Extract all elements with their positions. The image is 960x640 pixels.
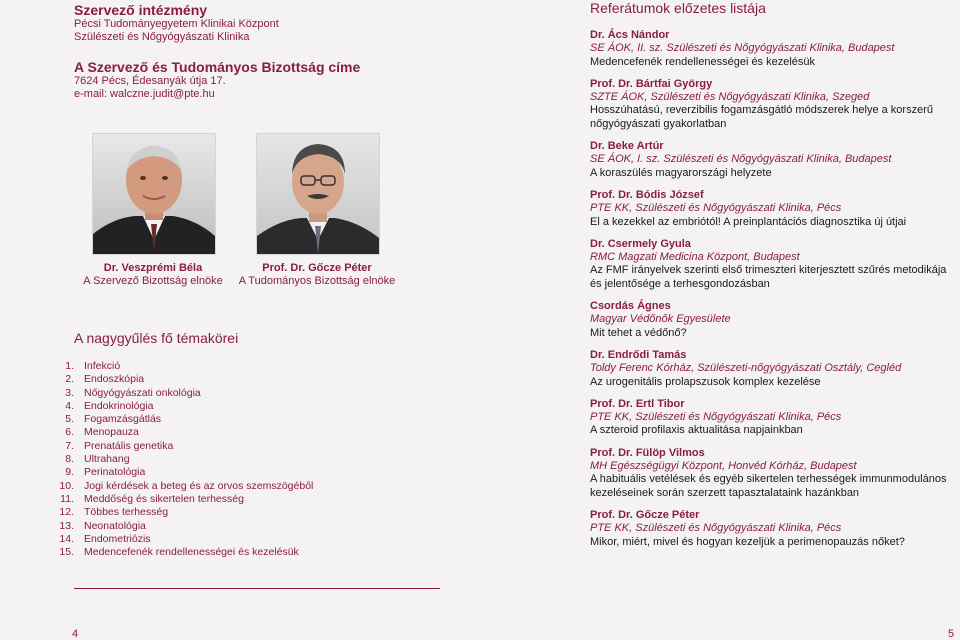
person-role: A Tudományos Bizottság elnöke (238, 275, 396, 287)
speaker-name: Prof. Dr. Ertl Tibor (590, 397, 685, 410)
speaker-institution: MH Egészségügyi Központ, Honvéd Kórház, Budapest (590, 460, 857, 473)
topic-item (48, 480, 428, 493)
topic-number: 9. (65, 466, 74, 479)
ref-item (590, 78, 952, 131)
organizer-line-1: Pécsi Tudományegyetem Klinikai Központ (74, 18, 279, 30)
caption-veszpremi (62, 262, 244, 288)
speaker-institution: Toldy Ferenc Kórház, Szülészeti-nőgyógyászati Osztály, Cegléd (590, 362, 902, 375)
committee-heading: A Szervező és Tudományos Bizottság címe (74, 59, 361, 75)
talk-title: Hosszúhatású, reverzibilis fogamzásgátló módszerek helye a korszerű nőgyógyászati gyakorlatban (590, 104, 933, 130)
topic-item (48, 533, 428, 546)
topic-item (48, 426, 428, 439)
ref-item (590, 447, 952, 500)
topic-item (48, 520, 428, 533)
topics-heading: A nagygyűlés fő témakörei (74, 330, 239, 346)
organizer-block (74, 2, 474, 44)
talk-title: A szteroid profilaxis aktualitása napjainkban (590, 424, 803, 437)
speaker-name: Prof. Dr. Bártfai György (590, 77, 713, 90)
portrait-veszpremi (92, 133, 216, 255)
ref-item (590, 349, 952, 389)
ref-item (590, 509, 952, 549)
topic-text: Medencefenék rendellenességei és kezelésük (84, 546, 299, 559)
topic-text: Nőgyógyászati onkológia (84, 386, 201, 399)
speaker-name: Dr. Endrődi Tamás (590, 348, 687, 361)
speaker-institution: SZTE ÁOK, Szülészeti és Nőgyógyászati Klinika, Szeged (590, 91, 870, 104)
topic-number: 3. (65, 386, 74, 399)
talk-title: Az urogenitális prolapszusok komplex kezelése (590, 375, 821, 388)
talk-title: El a kezekkel az embriótól! A preinplantációs diagnosztika új útjai (590, 215, 907, 228)
talk-title: Mikor, miért, mivel és hogyan kezeljük a perimenopauzás nőket? (590, 535, 905, 548)
organizer-line-2: Szülészeti és Nőgyógyászati Klinika (74, 31, 250, 43)
topic-text: Többes terhesség (84, 506, 169, 519)
topic-number: 6. (65, 426, 74, 439)
talk-title: Az FMF irányelvek szerinti első trimeszteri kiterjesztett szűrés metodikája és jelentősége a terhesgondozásban (590, 264, 947, 290)
topic-item (48, 387, 428, 400)
organizer-heading: Szervező intézmény (74, 2, 208, 18)
speaker-name: Dr. Beke Artúr (590, 140, 664, 153)
ref-item (590, 29, 952, 69)
topic-text: Perinatológia (84, 466, 146, 479)
topic-text: Endoszkópia (84, 373, 145, 386)
topic-number: 10. (59, 479, 74, 492)
topic-number: 1. (65, 360, 74, 372)
topic-number: 7. (65, 439, 74, 452)
ref-item (590, 140, 952, 180)
ref-item (590, 189, 952, 229)
topic-text: Neonatológia (84, 519, 146, 532)
speaker-name: Dr. Csermely Gyula (590, 237, 691, 250)
topic-item (48, 360, 428, 373)
page-number-right: 5 (948, 628, 955, 640)
speaker-name: Prof. Dr. Bódis József (590, 188, 704, 201)
topic-text: Ultrahang (84, 453, 130, 466)
talk-title: A habituális vetélések és egyéb sikertelen terhességek immunmodulános kezeléseinek során szerzett tapasztalataink hazánkban (590, 473, 947, 499)
topic-item (48, 546, 428, 559)
person-name: Prof. Dr. Gőcze Péter (262, 262, 372, 274)
refs-heading: Referátumok előzetes listája (590, 0, 766, 16)
talk-title: Mit tehet a védőnő? (590, 326, 687, 339)
speaker-institution: PTE KK, Szülészeti és Nőgyógyászati Klinika, Pécs (590, 202, 842, 215)
ref-item (590, 398, 952, 438)
topic-number: 8. (65, 453, 74, 466)
topic-number: 2. (65, 373, 74, 386)
talk-title: A koraszülés magyarországi helyzete (590, 166, 772, 179)
topic-item (48, 373, 428, 386)
left-divider (74, 588, 440, 589)
topic-text: Jogi kérdések a beteg és az orvos szemszögéből (84, 479, 314, 492)
speaker-name: Prof. Dr. Gőcze Péter (590, 508, 700, 521)
ref-item (590, 300, 952, 340)
speaker-institution: PTE KK, Szülészeti és Nőgyógyászati Klinika, Pécs (590, 522, 842, 535)
topic-number: 13. (59, 519, 74, 532)
talk-title: Medencefenék rendellenességei és kezelésük (590, 55, 816, 68)
topic-item (48, 466, 428, 479)
topic-text: Endometriózis (84, 532, 151, 545)
person-name: Dr. Veszprémi Béla (103, 262, 203, 274)
speaker-institution: SE ÁOK, II. sz. Szülészeti és Nőgyógyászati Klinika, Budapest (590, 42, 895, 55)
page-number-left: 4 (72, 628, 79, 640)
topic-item (48, 493, 428, 506)
topic-text: Menopauza (84, 426, 139, 439)
committee-address: 7624 Pécs, Édesanyák útja 17. (74, 75, 226, 87)
topic-text: Infekció (84, 360, 121, 372)
speaker-name: Csordás Ágnes (590, 300, 671, 313)
topic-item (48, 453, 428, 466)
topic-number: 12. (59, 506, 74, 519)
topic-text: Fogamzásgátlás (84, 413, 162, 426)
topics-list (48, 360, 428, 559)
speaker-institution: RMC Magzati Medicina Központ, Budapest (590, 251, 800, 264)
caption-gocze (222, 262, 412, 288)
topic-item (48, 506, 428, 519)
topic-number: 5. (65, 413, 74, 426)
speaker-institution: PTE KK, Szülészeti és Nőgyógyászati Klinika, Pécs (590, 411, 842, 424)
topic-item (48, 440, 428, 453)
topic-number: 15. (59, 546, 74, 559)
topic-text: Prenatális genetika (84, 439, 174, 452)
person-role: A Szervező Bizottság elnöke (83, 275, 223, 287)
portrait-gocze (256, 133, 380, 255)
topic-number: 11. (60, 492, 74, 505)
topic-item (48, 400, 428, 413)
ref-item (590, 238, 952, 291)
speaker-institution: SE ÁOK, I. sz. Szülészeti és Nőgyógyászati Klinika, Budapest (590, 153, 892, 166)
speaker-institution: Magyar Védőnők Egyesülete (590, 313, 731, 326)
refs-list (590, 29, 952, 558)
topic-number: 4. (65, 399, 74, 412)
topic-text: Endokrinológia (84, 399, 154, 412)
speaker-name: Dr. Ács Nándor (590, 29, 670, 41)
topic-item (48, 413, 428, 426)
committee-block (74, 59, 474, 101)
topic-number: 14. (59, 532, 74, 545)
speaker-name: Prof. Dr. Fülöp Vilmos (590, 446, 705, 459)
committee-email: e-mail: walczne.judit@pte.hu (74, 88, 215, 100)
topic-text: Meddőség és sikertelen terhesség (84, 492, 244, 505)
